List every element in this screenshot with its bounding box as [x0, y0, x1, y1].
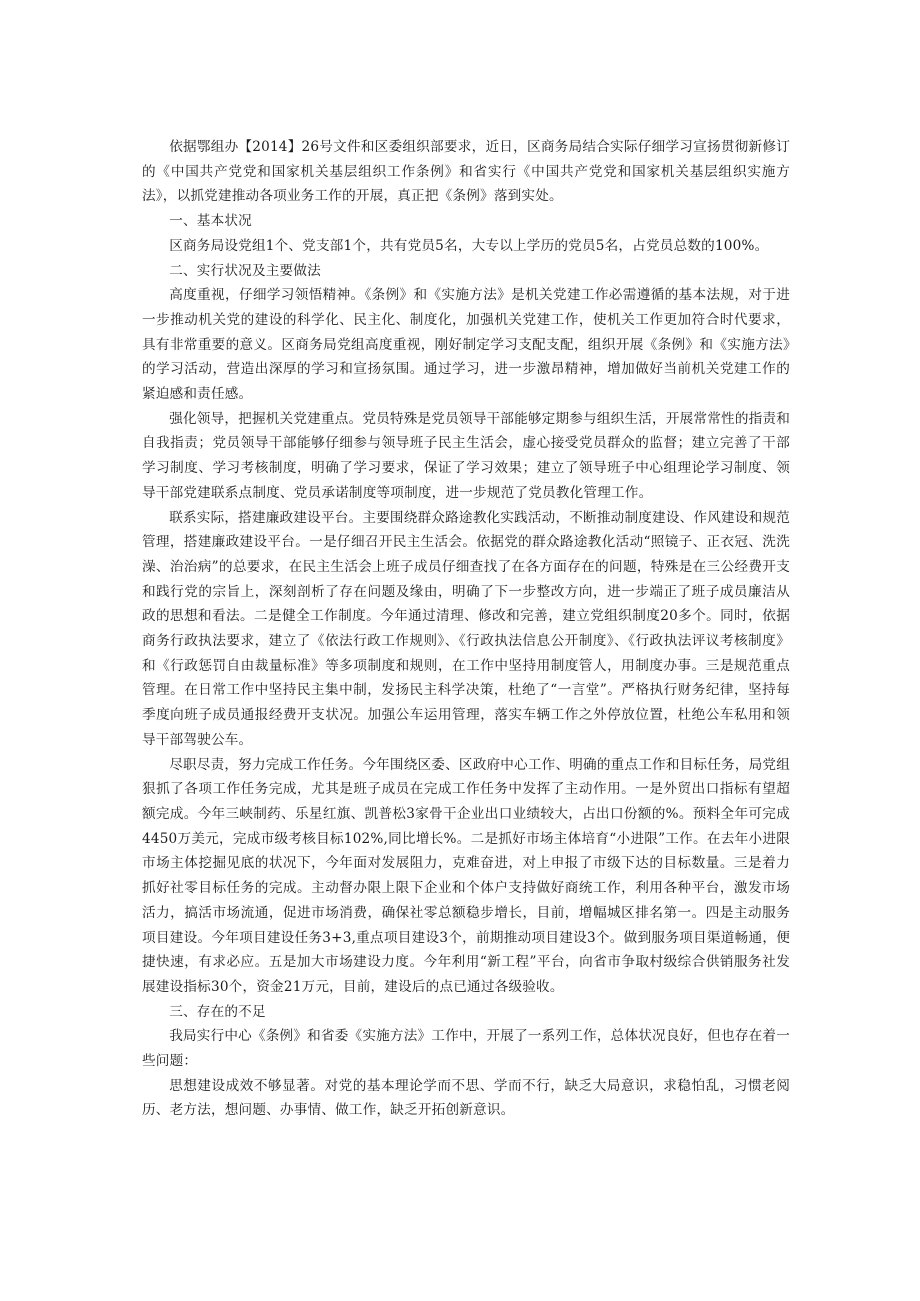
intro-paragraph: 依据鄂组办【2014】26号文件和区委组织部要求，近日，区商务局结合实际仔细学习宣扬贯彻新修订的《中国共产党党和国家机关基层组织工作条例》和省实行《中国共产党党和国家机关基层组织实施方法》，以抓党建推动各项业务工作的开展，真正把《条例》落到实处。: [142, 139, 790, 205]
section-heading-basic-situation: 一、基本状况: [169, 213, 252, 230]
shortcomings-intro-paragraph: 我局实行中心《条例》和省委《实施方法》工作中，开展了一系列工作，总体状况良好，但也存在着一些问题：: [142, 1028, 790, 1070]
implementation-paragraph-leadership: 强化领导，把握机关党建重点。党员特殊是党员领导干部能够定期参与组织生活，开展常常性的指责和自我指责；党员领导干部能够仔细参与领导班子民主生活会，虚心接受党员群众的监督；建立完善了干部学习制度、学习考核制度，明确了学习要求，保证了学习效果；建立了领导班子中心组理论学习制度、领导干部党建联系点制度、党员承诺制度等项制度，进一步规范了党员教化管理工作。: [142, 410, 790, 501]
section-heading-shortcomings: 三、存在的不足: [169, 1003, 266, 1020]
implementation-paragraph-integrity: 联系实际，搭建廉政建设平台。主要围绕群众路途教化实践活动，不断推动制度建设、作风建设和规范管理，搭建廉政建设平台。一是仔细召开民主生活会。依据党的群众路途教化活动“照镜子、正衣冠、洗洗澡、治治病”的总要求，在民主生活会上班子成员仔细查找了在各方面存在的问题，特殊是在三公经费开支和践行党的宗旨上，深刻剖析了存在问题及缘由，明确了下一步整改方向，进一步端正了班子成员廉洁从政的思想和看法。二是健全工作制度。今年通过清理、修改和完善，建立党组织制度20多个。同时，依据商务行政执法要求，建立了《依法行政工作规则》、《行政执法信息公开制度》、《行政执法评议考核制度》和《行政惩罚自由裁量标准》等多项制度和规则，在工作中坚持用制度管人，用制度办事。三是规范重点管理。在日常工作中坚持民主集中制，发扬民主科学决策，杜绝了“一言堂”。严格执行财务纪律，坚持每季度向班子成员通报经费开支状况。加强公车运用管理，落实车辆工作之外停放位置，杜绝公车私用和领导干部驾驶公车。: [142, 509, 790, 748]
implementation-paragraph-study: 高度重视，仔细学习领悟精神。《条例》和《实施方法》是机关党建工作必需遵循的基本法规，对于进一步推动机关党的建设的科学化、民主化、制度化，加强机关党建工作，使机关工作更加符合时代要求，具有非常重要的意义。区商务局党组高度重视，刚好制定学习支配支配，组织开展《条例》和《实施方法》的学习活动，营造出深厚的学习和宣扬氛围。通过学习，进一步激昂精神，增加做好当前机关党建工作的紧迫感和责任感。: [142, 287, 790, 403]
document-body: [142, 135, 790, 1123]
section-heading-implementation: 二、实行状况及主要做法: [169, 262, 321, 279]
basic-situation-paragraph: 区商务局设党组1个、党支部1个，共有党员5名，大专以上学历的党员5名，占党员总数的100%。: [169, 237, 769, 254]
implementation-paragraph-tasks: 尽职尽责，努力完成工作任务。今年围绕区委、区政府中心工作、明确的重点工作和目标任务，局党组狠抓了各项工作任务完成，尤其是班子成员在完成工作任务中发挥了主动作用。一是外贸出口指标有望超额完成。今年三峡制药、乐星红旗、凯普松3家骨干企业出口业绩较大，占出口份额的%。预料全年可完成4450万美元，完成市级考核目标102%,同比增长%。二是抓好市场主体培育“小进限”工作。在去年小进限市场主体挖掘见底的状况下，今年面对发展阻力，克难奋进，对上申报了市级下达的目标数量。三是着力抓好社零目标任务的完成。主动督办限上限下企业和个体户支持做好商统工作，利用各种平台，激发市场活力，搞活市场流通，促进市场消费，确保社零总额稳步增长，目前，增幅城区排名第一。四是主动服务项目建设。今年项目建设任务3+3,重点项目建设3个，前期推动项目建设3个。做到服务项目渠道畅通，便捷快速，有求必应。五是加大市场建设力度。今年利用“新工程”平台，向省市争取村级综合供销服务社发展建设指标30个，资金21万元，目前，建设后的点已通过各级验收。: [142, 756, 790, 995]
shortcomings-paragraph-ideology: 思想建设成效不够显著。对党的基本理论学而不思、学而不行，缺乏大局意识，求稳怕乱，习惯老阅历、老方法，想问题、办事情、做工作，缺乏开拓创新意识。: [142, 1077, 790, 1119]
